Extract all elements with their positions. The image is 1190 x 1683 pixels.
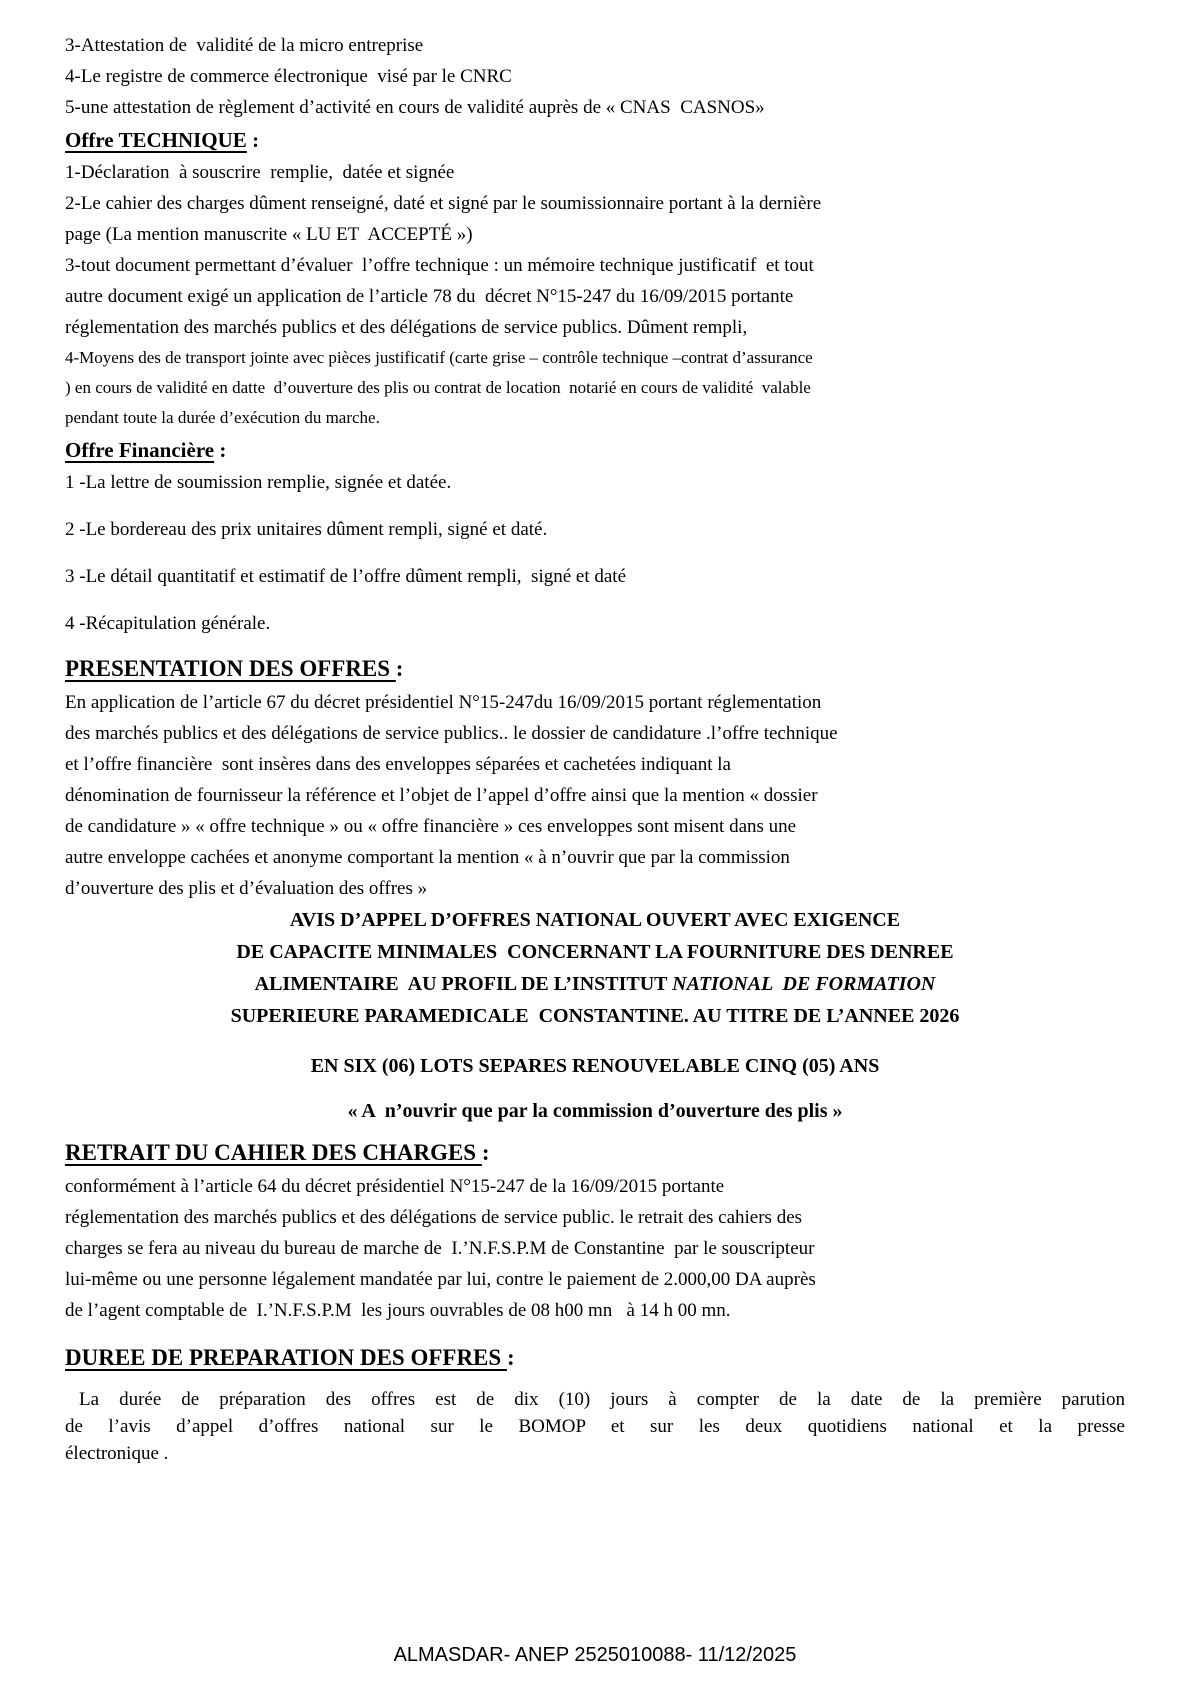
duree-heading [65, 1340, 1125, 1376]
offre-financiere-heading-colon: : [214, 438, 227, 462]
presentation-heading [65, 651, 1125, 687]
presentation-line-3: et l’offre financière sont insères dans des enveloppes séparées et cachetées indiquant la [65, 754, 731, 775]
notice-title-block [65, 904, 1125, 1127]
presentation-line-2: des marchés publics et des délégations de service publics.. le dossier de candidature .l’offre technique [65, 723, 838, 744]
offre-technique-heading-colon: : [246, 128, 260, 152]
retrait-heading-colon: : [481, 1140, 490, 1165]
notice-title-line-1: AVIS D’APPEL D’OFFRES NATIONAL OUVERT AVEC EXIGENCE [289, 909, 901, 931]
notice-title-line-2: DE CAPACITE MINIMALES CONCERNANT LA FOURNITURE DES DENREE [236, 941, 954, 963]
retrait-line-2: réglementation des marchés publics et des délégations de service public. le retrait des cahiers des [65, 1207, 803, 1228]
offre-technique-heading [65, 123, 1125, 157]
commission-mention-line: « A n’ouvrir que par la commission d’ouverture des plis » [347, 1100, 843, 1122]
technique-item-2-line-1: 2-Le cahier des charges dûment renseigné, daté et signé par le soumissionnaire portant à la dernière [65, 193, 822, 214]
notice-title-line-3-italic: NATIONAL DE FORMATION [672, 973, 936, 995]
retrait-paragraph [65, 1171, 1125, 1326]
presentation-heading-text: PRESENTATION DES OFFRES [65, 656, 396, 681]
duree-line-2: de l’avis d’appel d’offres national sur le BOMOP et sur les deux quotidiens national et la presse [65, 1416, 1125, 1437]
lots-line: EN SIX (06) LOTS SEPARES RENOUVELABLE CINQ (05) ANS [310, 1055, 880, 1077]
footer-publication-reference: ALMASDAR- ANEP 2525010088- 11/12/2025 [393, 1644, 797, 1666]
technique-item-3-line-3: réglementation des marchés publics et des délégations de service publics. Dûment rempli, [65, 317, 748, 338]
retrait-line-1: conformément à l’article 64 du décret présidentiel N°15-247 de la 16/09/2015 portante [65, 1176, 725, 1197]
retrait-heading [65, 1135, 1125, 1171]
candidature-item-3: 3-Attestation de validité de la micro entreprise [65, 35, 424, 56]
presentation-heading-colon: : [395, 656, 404, 681]
presentation-line-6: autre enveloppe cachées et anonyme comportant la mention « à n’ouvrir que par la commission [65, 847, 790, 868]
offre-financiere-heading [65, 433, 1125, 467]
technique-item-1: 1-Déclaration à souscrire remplie, datée et signée [65, 162, 455, 183]
notice-title-line-3 [65, 968, 1125, 1000]
duree-heading-text: DUREE DE PREPARATION DES OFFRES [65, 1345, 507, 1370]
technique-item-3-line-2: autre document exigé un application de l’article 78 du décret N°15-247 du 16/09/2015 portante [65, 286, 794, 307]
presentation-line-5: de candidature » « offre technique » ou « offre financière » ces enveloppes sont misent dans une [65, 816, 797, 837]
presentation-paragraph [65, 687, 1125, 904]
notice-title-line-4: SUPERIEURE PARAMEDICALE CONSTANTINE. AU TITRE DE L’ANNEE 2026 [230, 1005, 960, 1027]
duree-line-1: La durée de préparation des offres est de dix (10) jours à compter de la date de la première parution [79, 1389, 1125, 1410]
technique-item-4-line-1: 4-Moyens des de transport jointe avec pièces justificatif (carte grise – contrôle technique –contrat d’assurance [65, 348, 813, 367]
retrait-line-5: de l’agent comptable de I.’N.F.S.P.M les jours ouvrables de 08 h00 mn à 14 h 00 mn. [65, 1300, 731, 1321]
retrait-line-4: lui-même ou une personne légalement mandatée par lui, contre le paiement de 2.000,00 DA auprès [65, 1269, 816, 1290]
financiere-item-4: 4 -Récapitulation générale. [65, 613, 271, 634]
financiere-item-3: 3 -Le détail quantitatif et estimatif de l’offre dûment rempli, signé et daté [65, 566, 627, 587]
presentation-line-4: dénomination de fournisseur la référence et l’objet de l’appel d’offre ainsi que la mention « dossier [65, 785, 818, 806]
duree-heading-colon: : [506, 1345, 515, 1370]
offre-financiere-heading-text: Offre Financière [65, 438, 215, 462]
financiere-item-1: 1 -La lettre de soumission remplie, signée et datée. [65, 472, 452, 493]
technique-item-4-line-2: ) en cours de validité en datte d’ouverture des plis ou contrat de location notarié en cours de validité valable [65, 378, 811, 397]
technique-item-4 [65, 343, 1125, 433]
presentation-line-7: d’ouverture des plis et d’évaluation des offres » [65, 878, 428, 899]
retrait-line-3: charges se fera au niveau du bureau de marche de I.’N.F.S.P.M de Constantine par le souscripteur [65, 1238, 815, 1259]
technique-item-2-line-2: page (La mention manuscrite « LU ET ACCEPTÉ ») [65, 224, 473, 245]
candidature-item-5: 5-une attestation de règlement d’activité en cours de validité auprès de « CNAS CASNOS» [65, 97, 765, 118]
duree-paragraph [65, 1386, 1125, 1467]
notice-title-line-3-prefix: ALIMENTAIRE AU PROFIL DE L’INSTITUT [254, 973, 673, 995]
technique-item-2 [65, 188, 1125, 250]
presentation-line-1: En application de l’article 67 du décret présidentiel N°15-247du 16/09/2015 portant réglementation [65, 692, 822, 713]
duree-line-3: électronique . [65, 1443, 169, 1464]
retrait-heading-text: RETRAIT DU CAHIER DES CHARGES [65, 1140, 482, 1165]
candidature-item-4: 4-Le registre de commerce électronique visé par le CNRC [65, 66, 512, 87]
technique-item-3 [65, 250, 1125, 343]
technique-item-4-line-3: pendant toute la durée d’exécution du marche. [65, 408, 380, 427]
offre-technique-heading-text: Offre TECHNIQUE [65, 128, 247, 152]
financiere-item-2: 2 -Le bordereau des prix unitaires dûment rempli, signé et daté. [65, 519, 548, 540]
technique-item-3-line-1: 3-tout document permettant d’évaluer l’offre technique : un mémoire technique justificatif et tout [65, 255, 814, 276]
